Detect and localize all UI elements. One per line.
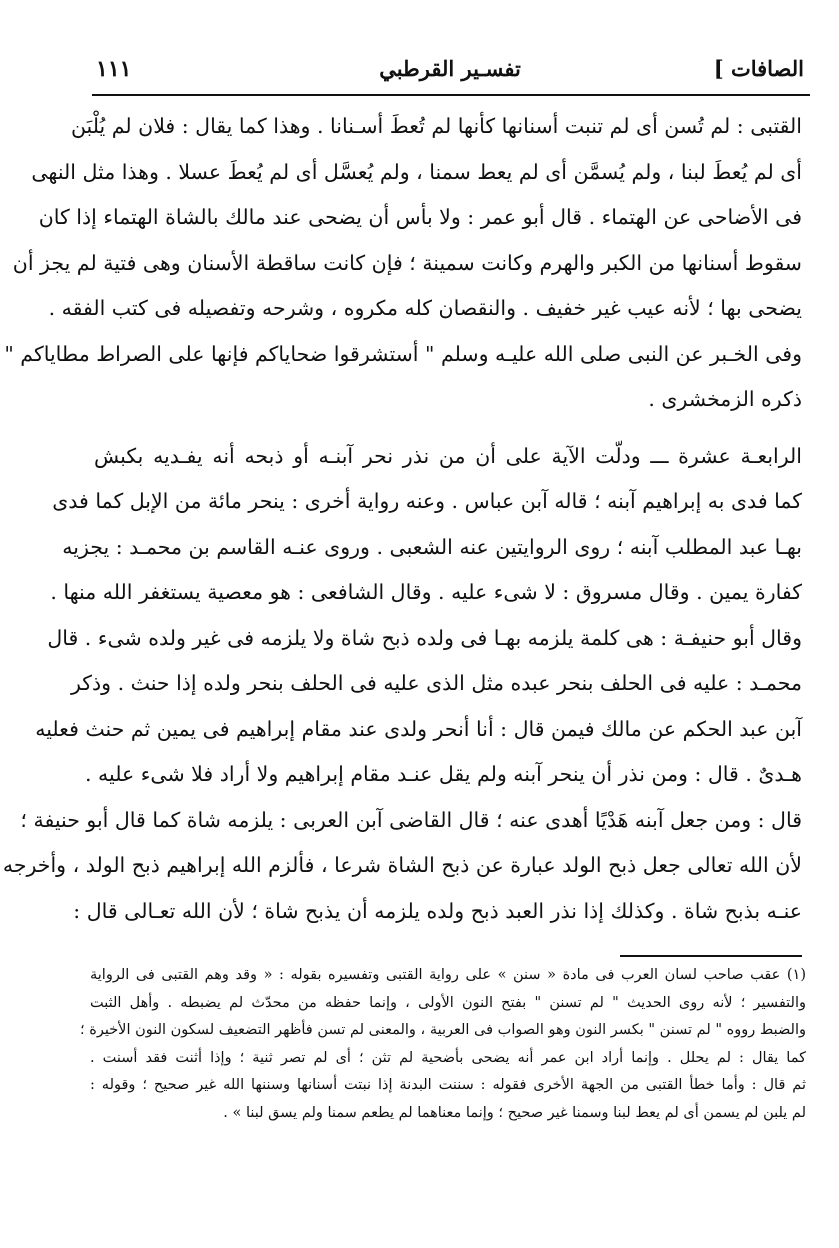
text-line: أى لم يُعطَ لبنا ، ولم يُسمَّن أى لم يعط سمنا ، ولم يُعسَّل أى لم يُعطَ عسلا . وهذا مثل النهى [31,159,802,184]
text-line: آبن عبد الحكم عن مالك فيمن قال : أنا أنحر ولدى عند مقام إبراهيم فى يمين ثم حنث فعليه [35,716,802,741]
footnote-line: كما يقال : لم يحلل . وإنما أراد ابن عمر أنه يضحى بأضحية لم تثن ؛ أى لم تصر ثنية ؛ وإذا أثنت فقد أسنت . [90,1049,806,1066]
text-line: وفى الخـبر عن النبى صلى الله عليـه وسلم " أستشرقوا ضحاياكم فإنها على الصراط مطاياكم " [4,341,802,366]
page-number: ١١١ [96,56,132,82]
footnotes [80,962,806,1127]
text-line: كفارة يمين . وقال مسروق : لا شىء عليه . وقال الشافعى : هو معصية يستغفر الله منها . [50,580,802,604]
text-line: الرابعـة عشرة ـــ ودلّت الآية على أن من نذر نحر آبنـه أو ذبحه أنه يفـديه بكبش [94,443,802,468]
text-line: القتبى : لم تُسن أى لم تنبت أسنانها كأنها لم تُعطَ أسـنانا . وهذا كما يقال : فلان لم يُلْبَن [70,114,802,138]
book-title: تفسـير القرطبي [379,56,521,81]
text-line: سقوط أسنانها من الكبر والهرم وكانت سمينة ؛ فإن كانت ساقطة الأسنان وهى فتية لم يجز أن [12,250,802,275]
text-line: هـدىٌ . قال : ومن نذر أن ينحر آبنه ولم يقل عنـد مقام إبراهيم ولا أراد فلا شىء عليه . [85,762,802,786]
header-rule [92,94,810,96]
text-line: قال : ومن جعل آبنه هَدْيًا أهدى عنه ؛ قال القاضى آبن العربى : يلزمه شاة كما قال أبو حنيفة ؛ [20,807,802,832]
footnote-line: والتفسير ؛ لأنه روى الحديث " لم تسنن " بفتح النون الأولى ، وإنما حفظه من محدّث لم يضبطه . وأهل الثبت [90,994,806,1011]
text-line: كما فدى به إبراهيم آبنه ؛ قاله آبن عباس . وعنه رواية أخرى : ينحر مائة من الإبل كما فدى [52,489,802,513]
text-line: محمـد : عليه فى الحلف بنحر عبده مثل الذى عليه فى الحلف بنحر ولده إذا حنث . وذكر [70,671,802,695]
text-line: وقال أبو حنيفـة : هى كلمة يلزمه بهـا فى ولده ذبح شاة ولا يلزمه فى غير ولده شىء . قال [47,625,802,650]
text-line: يضحى بها ؛ لأنه عيب غير خفيف . والنقصان كله مكروه ، وشرحه وتفصيله فى كتب الفقه . [48,296,802,320]
footnote-line: ثم قال : وأما خطأ القتبى من الجهة الأخرى فقوله : سننت البدنة إذا نبتت أسنانها وسننها الله غير صحيح ؛ وقوله : [90,1077,806,1093]
text-line: ذكره الزمخشرى . [648,387,802,411]
text-line: عنـه بذبح شاة . وكذلك إذا نذر العبد ذبح ولده يلزمه أن يذبح شاة ؛ لأن الله تعـالى قال : [73,898,802,923]
text-line: بهـا عبد المطلب آبنه ؛ روى الروايتين عنه الشعبى . وروى عنـه القاسم بن محمـد : يجزيه [62,534,802,559]
footnote-line: والضبط رووه " لم تسنن " بكسر النون وهو الصواب فى العربية ، والمعنى لم تسن فأظهر التضعيف لسكون النون الأخيرة ؛ [80,1022,806,1038]
text-line: فى الأضاحى عن الهتماء . قال أبو عمر : ولا بأس أن يضحى عند مالك بالشاة الهتماء إذا كان [38,205,802,229]
page-header [96,52,804,92]
footnote-line: (١) عقب صاحب لسان العرب فى مادة « سنن » على رواية القتبى وتفسيره بقوله : « وقد وهم القتبى فى الرواية [90,967,806,983]
chapter-title: الصافات ] [713,56,804,81]
text-line: لأن الله تعالى جعل ذبح الولد عبارة عن ذبح الشاة شرعا ، فألزم الله إبراهيم ذبح الولد ، وأخرجه [2,853,802,877]
footnote-rule [620,955,802,957]
footnote-line: لم يلبن لم يسمن أى لم يعط لبنا وسمنا غير صحيح ؛ وإنما معناهما لم يطعم سمنا ولم يسق لبنا » . [223,1104,806,1121]
main-text [2,104,802,934]
